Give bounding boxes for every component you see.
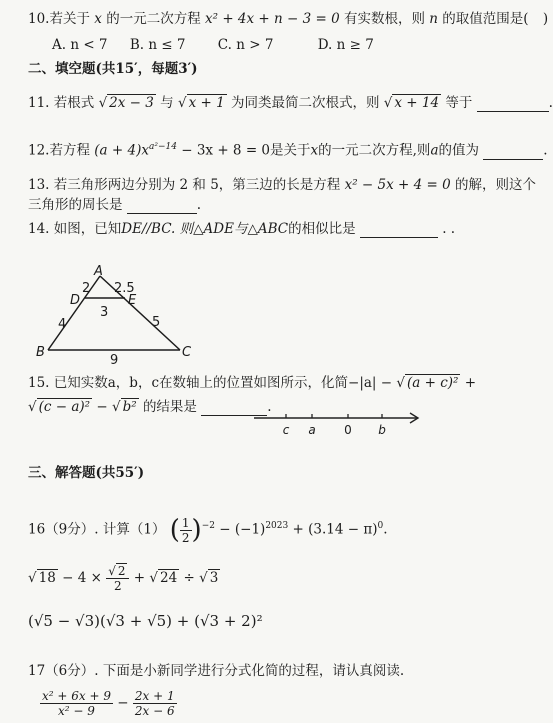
q15-stem-line2: √ (c − a)² − √ b² 的结果是 . — [28, 399, 272, 415]
option-a: A. n < 7 — [52, 37, 108, 53]
option-b: B. n ≤ 7 — [129, 37, 186, 53]
label-B: B — [36, 345, 45, 360]
label-ad: 2 — [82, 281, 91, 296]
q13-stem-line1: 13. 若三角形两边分别为 2 和 5，第三边的长是方程 x² − 5x + 4 = 0 的解，则这个 — [28, 177, 536, 193]
q10-equation: x² + 4x + n − 3 = 0 — [205, 11, 340, 27]
axis-label-b: b — [378, 423, 386, 437]
axis-label-0: 0 — [344, 423, 352, 437]
triangle-figure — [30, 262, 200, 370]
q17-stem: 17（6分）. 下面是小新同学进行分式化简的过程，请认真阅读. — [28, 663, 405, 679]
label-de: 3 — [100, 305, 109, 320]
number-line — [250, 406, 430, 440]
label-ae: 2.5 — [114, 281, 135, 296]
label-A: A — [94, 264, 103, 279]
section-2-heading: 二、填空题(共15′，每题3′) — [28, 61, 198, 77]
q16-stem: 16（9分）. 计算（1） ( $\frac{1}{2}$ )$^{-2} - (-1)^{2023} + (3.14 - \pi)^0$. — [28, 515, 388, 545]
axis-label-a: a — [308, 423, 316, 437]
q10-stem: 10.若关于 x 的一元二次方程 x² + 4x + n − 3 = 0 有实数根，则 n 的取值范围是( ) — [28, 11, 549, 27]
label-bc: 9 — [110, 353, 119, 368]
q12-stem: 12.若方程 $(a + 4)x^{a^2-14} - 3x + 8 = 0$是关于x的一元二次方程,则a的值为 . — [28, 142, 548, 159]
label-D: D — [70, 293, 81, 308]
label-C: C — [182, 345, 192, 360]
answer-blank — [360, 223, 438, 238]
label-ec: 5 — [152, 315, 161, 330]
option-d: D. n ≥ 7 — [317, 37, 374, 53]
q16-expression-2: √ 18 − 4 × $\frac{√ 2}{2}$ + √ 24 ÷ √ 3 — [28, 564, 219, 593]
label-db: 4 — [58, 317, 67, 332]
q15-stem-line1: 15. 已知实数a，b，c在数轴上的位置如图所示，化简−|a| − √ (a + c)² + — [28, 375, 477, 391]
answer-blank — [483, 145, 543, 160]
option-c: C. n > 7 — [217, 37, 274, 53]
q11-stem: 11. 若根式 √ 2x − 3 与 √ x + 1 为同类最简二次根式，则 √ x + 14 等于 . — [28, 95, 553, 111]
q10-options — [52, 36, 374, 54]
label-E: E — [128, 293, 137, 308]
section-3-heading: 三、解答题(共55′) — [28, 465, 145, 481]
q14-stem: 14. 如图，已知DE//BC. 则△ADE与△ABC的相似比是 . . — [28, 221, 456, 237]
q17-expression: $\frac{\text{x² + 6x + 9}}{\text{x² − 9}}$ − $\frac{2x + 1}{2x - 6}$ — [42, 689, 175, 718]
answer-blank — [127, 199, 197, 214]
q13-stem-line2: 三角形的周长是 . — [28, 197, 202, 213]
q16-expression-3: (√5 − √3)(√3 + √5) + (√3 + 2)² — [28, 612, 263, 630]
axis-label-c: c — [282, 423, 290, 437]
answer-blank — [477, 97, 549, 112]
